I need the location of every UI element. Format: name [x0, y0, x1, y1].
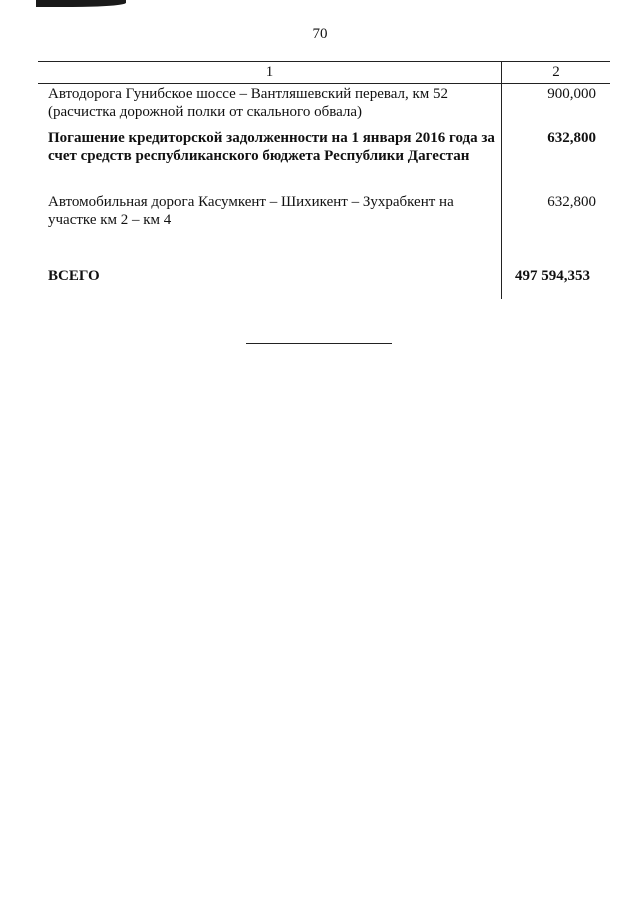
closing-line — [246, 343, 392, 344]
total-amount: 497 594,353 — [515, 268, 590, 284]
page-number: 70 — [312, 26, 328, 42]
scan-corner-mark — [36, 0, 126, 7]
row-description: Погашение кредиторской задолженности на 1 января 2016 года за счет средств республиканского бюджета Республики Дагестан — [48, 130, 495, 164]
row-description: Автодорога Гунибское шоссе – Вантляшевский перевал, км 52 (расчистка дорожной полки от скального обвала) — [48, 86, 449, 120]
table-header-border — [38, 83, 610, 84]
column-header-2: 2 — [552, 64, 560, 80]
row-description: Автомобильная дорога Касумкент – Шихикент – Зухрабкент на участке км 2 – км 4 — [48, 194, 454, 228]
row-amount: 632,800 — [547, 194, 596, 210]
row-amount: 900,000 — [547, 86, 596, 102]
total-label: ВСЕГО — [48, 268, 100, 284]
table-top-border — [38, 61, 610, 62]
row-amount: 632,800 — [547, 130, 596, 146]
budget-table — [38, 61, 610, 299]
column-header-1: 1 — [265, 64, 274, 80]
